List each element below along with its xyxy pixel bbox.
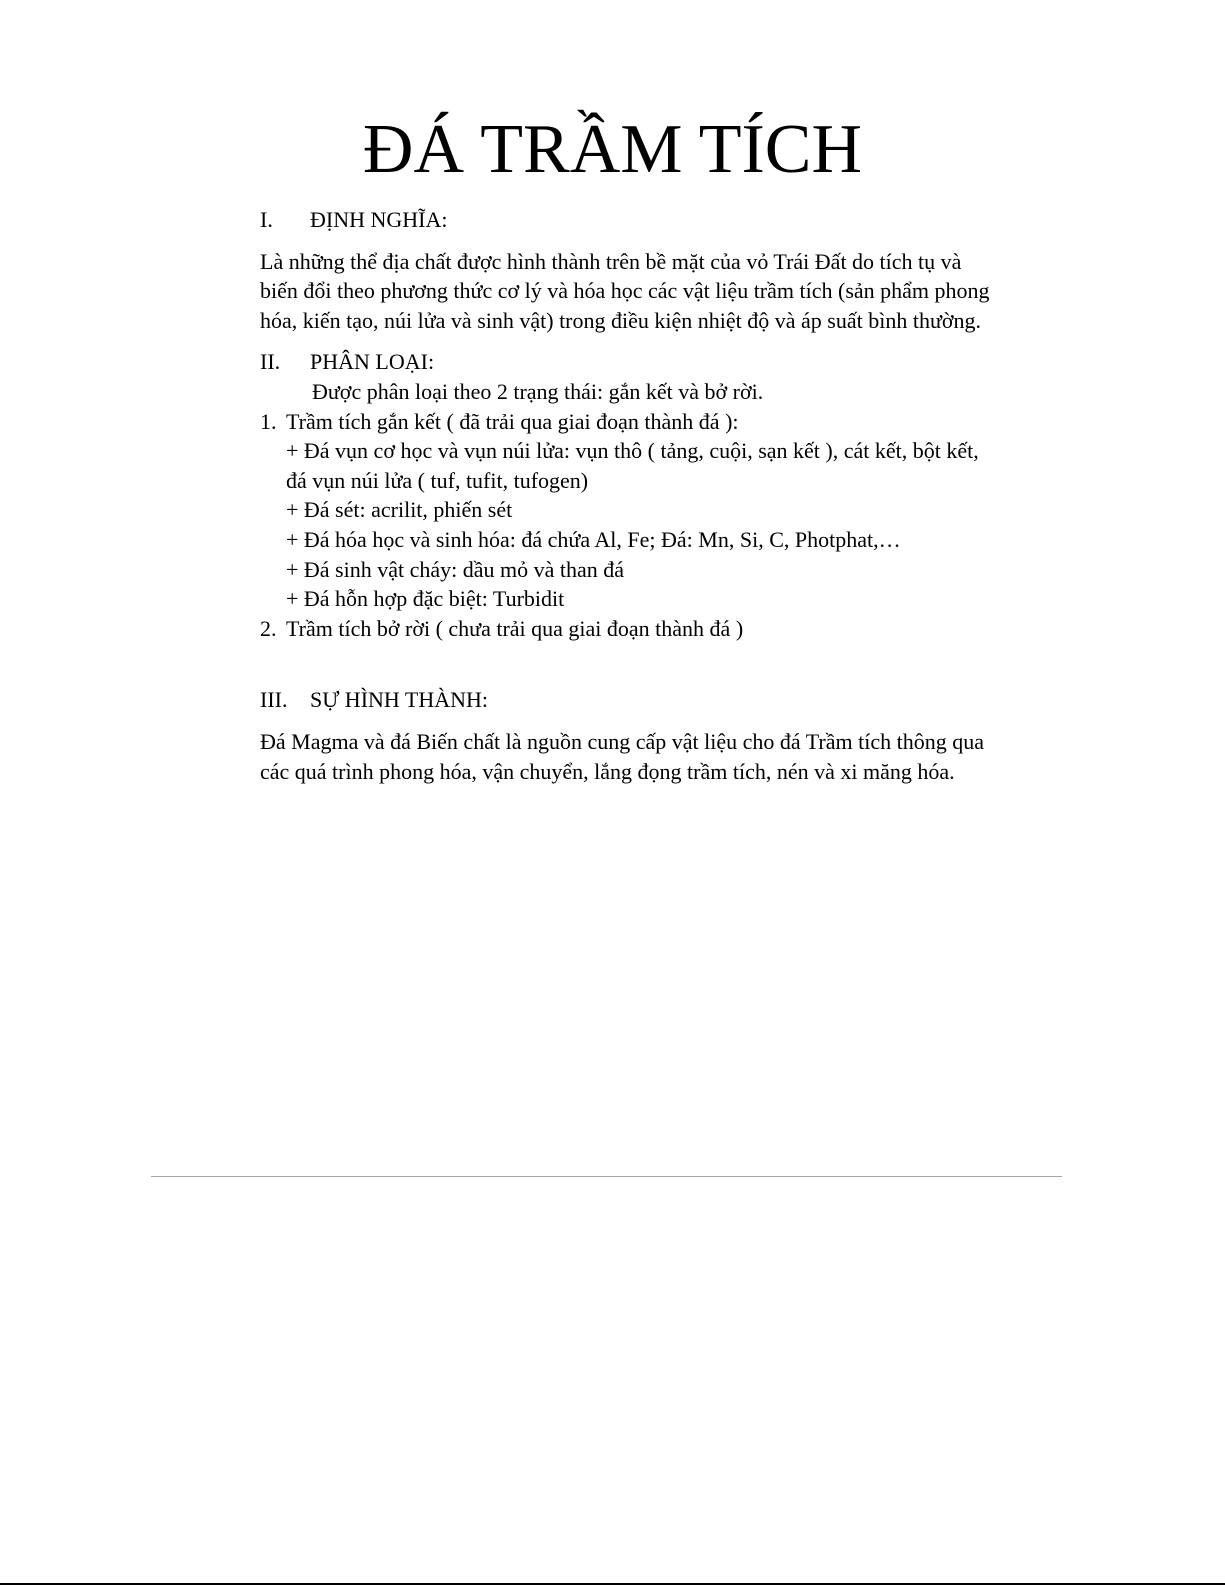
document-body (260, 205, 990, 786)
definition-paragraph: Là những thể địa chất được hình thành trên bề mặt của vỏ Trái Đất do tích tụ và biến đổi theo phương thức cơ lý và hóa học các vật liệu trầm tích (sản phẩm phong hóa, kiến tạo, núi lửa và sinh vật) trong điều kiện nhiệt độ và áp suất bình thường. (260, 248, 990, 333)
section-heading-formation (260, 685, 990, 715)
section-title: SỰ HÌNH THÀNH: (310, 687, 488, 713)
list-item (260, 407, 990, 437)
section-number: I. (260, 207, 273, 232)
page-title: ĐÁ TRẦM TÍCH (362, 111, 863, 188)
section-heading-definition (260, 205, 990, 235)
classification-intro: Được phân loại theo 2 trạng thái: gắn kết và bở rời. (312, 378, 764, 404)
bullet-item: + Đá sét: acrilit, phiến sét (286, 497, 513, 523)
bullet-item: + Đá hóa học và sinh hóa: đá chứa Al, Fe; Đá: Mn, Si, C, Photphat,… (286, 526, 901, 552)
list-item-number: 2. (260, 615, 277, 641)
section-heading-classification (260, 347, 990, 377)
bullet-item: + Đá sinh vật cháy: dầu mỏ và than đá (286, 556, 625, 582)
list-item-number: 1. (260, 408, 277, 434)
section-number: III. (260, 687, 288, 713)
section-number: II. (260, 349, 281, 375)
section-title: ĐỊNH NGHĨA: (310, 207, 448, 232)
list-item (260, 614, 990, 644)
list-item-text: Trầm tích bở rời ( chưa trải qua giai đoạn thành đá ) (286, 615, 744, 641)
page-divider (151, 1176, 1062, 1177)
list-item-text: Trầm tích gắn kết ( đã trải qua giai đoạn thành đá ): (286, 408, 739, 434)
bullet-item: + Đá vụn cơ học và vụn núi lửa: vụn thô ( tảng, cuội, sạn kết ), cát kết, bột kết, đá vụn núi lửa ( tuf, tufit, tufogen) (286, 438, 979, 493)
formation-paragraph: Đá Magma và đá Biến chất là nguồn cung cấp vật liệu cho đá Trầm tích thông qua các quá trình phong hóa, vận chuyển, lắng đọng trầm tích, nén và xi măng hóa. (260, 728, 984, 784)
bullet-item: + Đá hỗn hợp đặc biệt: Turbidit (286, 586, 565, 612)
section-title: PHÂN LOẠI: (310, 349, 435, 375)
